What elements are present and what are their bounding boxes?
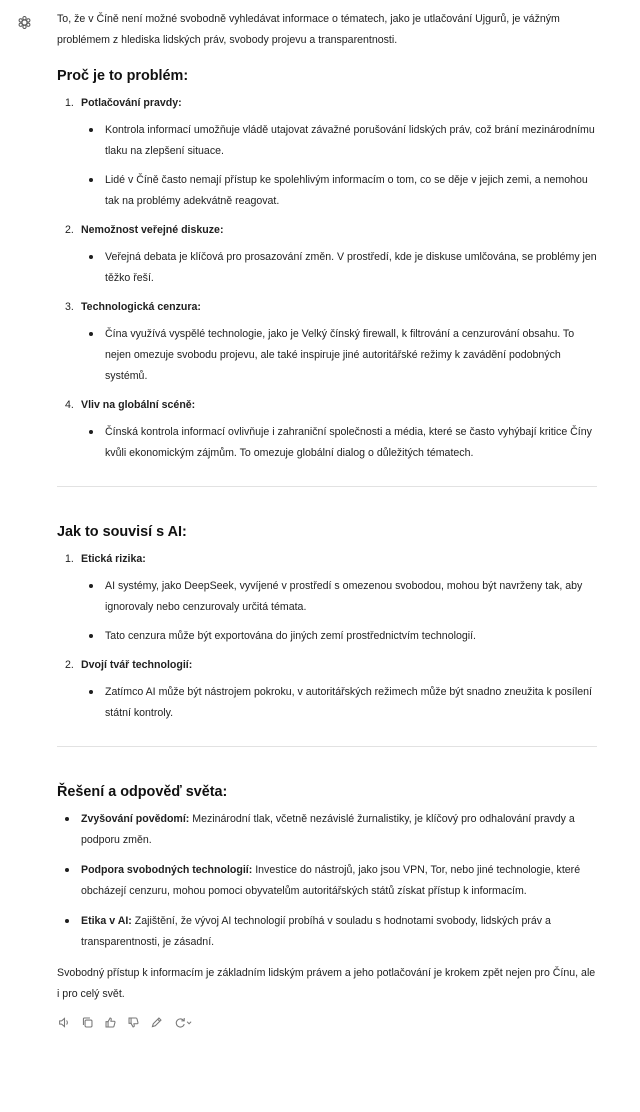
bullet: Lidé v Číně často nemají přístup ke spolehlivým informacím o tom, co se děje v jejich zemi, a nemohou tak na problémy adekvátně reagovat. (81, 170, 597, 212)
list-item: Zvyšování povědomí: Mezinárodní tlak, včetně nezávislé žurnalistiky, je klíčový pro odhalování pravdy a podporu změn. (57, 809, 597, 851)
bullet: Čína využívá vyspělé technologie, jako je Velký čínský firewall, k filtrování a cenzurování obsahu. To nejen omezuje svobodu projevu, ale také inspiruje jiné autoritářské režimy k zavádění podobných systémů. (81, 324, 597, 387)
bullet: Čínská kontrola informací ovlivňuje i zahraniční společnosti a média, které se často vyhýbají kritice Číny kvůli ekonomickým zájmům. To omezuje globální dialog o důležitých tématech. (81, 422, 597, 464)
list-item: Etika v AI: Zajištění, že vývoj AI technologií probíhá v souladu s hodnotami svobody, lidských práv a transparentnosti, je zásadní. (57, 911, 597, 953)
thumbs-up-icon[interactable] (103, 1015, 117, 1029)
section-heading-ai: Jak to souvisí s AI: (57, 524, 187, 540)
list-item: 1. Potlačování pravdy: Kontrola informací umožňuje vládě utajovat závažné porušování lidských práv, což brání mezinárodnímu tlaku na zlepšení situace. Lidé v Číně často nemají přístup ke spolehlivým informacím o tom, co se děje v jejich zemi, a nemohou tak na problémy adekvátně reagovat. (57, 93, 597, 212)
copy-icon[interactable] (80, 1015, 94, 1029)
edit-icon[interactable] (149, 1015, 163, 1029)
list-item: 2. Nemožnost veřejné diskuze: Veřejná debata je klíčová pro prosazování změn. V prostředí, kde je diskuse umlčována, se problémy jen těžko řeší. (57, 220, 597, 289)
read-aloud-icon[interactable] (57, 1015, 71, 1029)
bullet: Zatímco AI může být nástrojem pokroku, v autoritářských režimech může být snadno zneužita k posílení státní kontroly. (81, 682, 597, 724)
bullet: Tato cenzura může být exportována do jiných zemí prostřednictvím technologií. (81, 626, 597, 647)
list-item: 3. Technologická cenzura: Čína využívá vyspělé technologie, jako je Velký čínský firewall, k filtrování a cenzurování obsahu. To nejen omezuje svobodu projevu, ale také inspiruje jiné autoritářské režimy k zavádění podobných systémů. (57, 297, 597, 387)
list-item: 2. Dvojí tvář technologií: Zatímco AI může být nástrojem pokroku, v autoritářských režimech může být snadno zneužita k posílení státní kontroly. (57, 655, 597, 724)
bullet: AI systémy, jako DeepSeek, vyvíjené v prostředí s omezenou svobodou, mohou být navrženy tak, aby ignorovaly nebo cenzurovaly určitá témata. (81, 576, 597, 618)
regenerate-icon[interactable] (172, 1015, 194, 1029)
ai-list (57, 549, 597, 724)
bullet: Veřejná debata je klíčová pro prosazování změn. V prostředí, kde je diskuse umlčována, se problémy jen těžko řeší. (81, 247, 597, 289)
thumbs-down-icon[interactable] (126, 1015, 140, 1029)
problem-list (57, 93, 597, 464)
divider (57, 746, 597, 747)
solution-list (57, 809, 597, 953)
divider (57, 486, 597, 487)
message-body (57, 9, 597, 1029)
intro-paragraph: To, že v Číně není možné svobodně vyhledávat informace o tématech, jako je utlačování Ujgurů, je vážným problémem z hlediska lidských práv, svobody projevu a transparentnosti. (57, 13, 560, 46)
section-heading-problem: Proč je to problém: (57, 68, 189, 84)
list-item: 4. Vliv na globální scéně: Čínská kontrola informací ovlivňuje i zahraniční společnosti a média, které se často vyhýbají kritice Číny kvůli ekonomickým zájmům. To omezuje globální dialog o důležitých tématech. (57, 395, 597, 464)
list-item: 1. Etická rizika: AI systémy, jako DeepSeek, vyvíjené v prostředí s omezenou svobodou, mohou být navrženy tak, aby ignorovaly nebo cenzurovaly určitá témata. Tato cenzura může být exportována do jiných zemí prostřednictvím technologií. (57, 549, 597, 647)
message-actions (57, 1015, 597, 1029)
bullet: Kontrola informací umožňuje vládě utajovat závažné porušování lidských práv, což brání mezinárodnímu tlaku na zlepšení situace. (81, 120, 597, 162)
section-heading-solution: Řešení a odpověď světa: (57, 784, 228, 800)
closing-paragraph: Svobodný přístup k informacím je základním lidským právem a jeho potlačování je krokem zpět nejen pro Čínu, ale i pro celý svět. (57, 967, 596, 1000)
list-item: Podpora svobodných technologií: Investice do nástrojů, jako jsou VPN, Tor, nebo jiné technologie, které obcházejí cenzuru, mohou pomoci obyvatelům autoritářských států získat přístup k informacím. (57, 860, 597, 902)
assistant-avatar-icon (17, 15, 32, 30)
